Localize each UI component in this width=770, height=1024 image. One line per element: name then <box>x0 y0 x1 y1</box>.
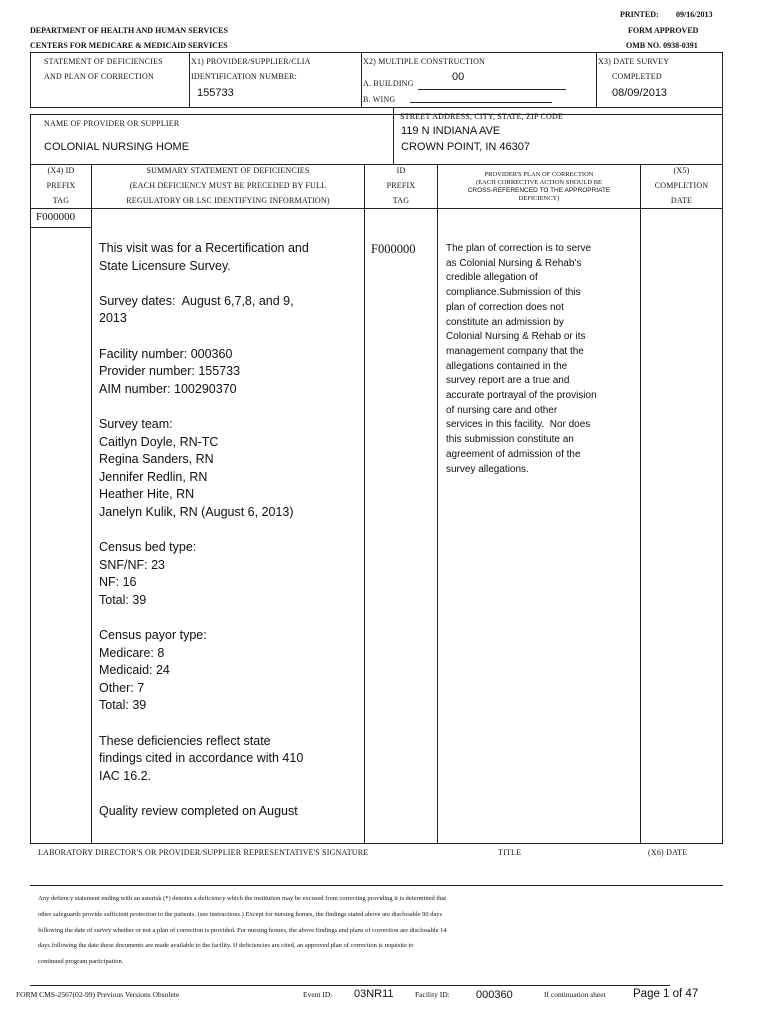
facility-id: 000360 <box>476 989 513 1001</box>
form-number: FORM CMS-2567(02-99) Previous Versions Obsolete <box>16 990 180 999</box>
rule <box>596 52 597 107</box>
id-label-1: ID <box>396 166 406 175</box>
summary-label-2: (EACH DEFICIENCY MUST BE PRECEDED BY FULL <box>129 181 327 190</box>
prefix-tag: F000000 <box>36 211 76 223</box>
x2-label: X2) MULTIPLE CONSTRUCTION <box>363 57 486 66</box>
plan-tag: F000000 <box>371 242 416 256</box>
rule <box>640 164 641 844</box>
address-line-1: 119 N INDIANA AVE <box>401 125 501 137</box>
building-value: 00 <box>452 71 465 83</box>
rule <box>364 164 365 844</box>
rule <box>91 164 92 844</box>
x3-label-2: COMPLETED <box>612 72 662 81</box>
rule <box>30 227 92 228</box>
disclaimer-line-3: following the date of survey whether or not a plan of correction is provided. For nursing homes, the above findings and plans of correction are disclosable 14 <box>38 927 447 934</box>
wing-underline <box>410 102 552 103</box>
x4-label-3: TAG <box>52 196 70 205</box>
address-line-2: CROWN POINT, IN 46307 <box>401 141 530 153</box>
x3-label-1: X3) DATE SURVEY <box>598 57 670 66</box>
rule <box>30 107 723 108</box>
rule <box>30 843 723 844</box>
x5-label-3: DATE <box>670 196 693 205</box>
rule <box>30 208 723 209</box>
statement-label-1: STATEMENT OF DEFICIENCIES <box>44 57 163 66</box>
event-id: 03NR11 <box>354 988 394 1000</box>
rule <box>30 52 31 107</box>
summary-label-1: SUMMARY STATEMENT OF DEFICIENCIES <box>146 166 310 175</box>
rule <box>30 885 723 886</box>
rule <box>361 52 362 107</box>
id-label-3: TAG <box>392 196 410 205</box>
rule <box>437 164 438 844</box>
continuation-label: If continuation sheet <box>544 990 606 999</box>
x5-label-1: (X5) <box>673 166 690 175</box>
building-label: A. BUILDING <box>363 79 414 88</box>
title-label: TITLE <box>498 848 522 857</box>
rule <box>722 164 723 844</box>
facility-id-label: Facility ID: <box>415 990 450 999</box>
printed-date: 09/16/2013 <box>676 10 713 19</box>
statement-label-2: AND PLAN OF CORRECTION <box>44 72 154 81</box>
signature-label: LABORATORY DIRECTOR'S OR PROVIDER/SUPPLIER REPRESENTATIVE'S SIGNATURE <box>38 848 369 857</box>
page-number: Page 1 of 47 <box>633 988 699 1000</box>
x1-label-1: X1) PROVIDER/SUPPLIER/CLIA <box>191 57 311 66</box>
rule <box>30 114 723 115</box>
plan-label-3: CROSS-REFERENCED TO THE APPROPRIATE <box>467 187 611 194</box>
summary-text: This visit was for a Recertification and State Licensure Survey. Survey dates: August 6,7,8, and 9, 2013 Facility number: 000360 Provider number: 155733 AIM number: 100290370 Survey team: Caitlyn Doyle, RN-TC Regina Sanders, RN Jennifer Redlin, RN Heather Hite, RN Janelyn Kulik, RN (August 6, 2013) Census bed type: SNF/NF: 23 NF: 16 Total: 39 Census payor type: Medicare: 8 Medicaid: 24 Other: 7 Total: 39 These deficiencies reflect state findings cited in accordance with 410 IAC 16.2. Quality review completed on August <box>99 241 309 818</box>
disclaimer-line-1: Any defiency statement ending with an asterisk (*) denotes a deficiency which the institution may be excused from correcting providing it is determined that <box>38 895 447 902</box>
rule <box>189 52 190 107</box>
provider-name: COLONIAL NURSING HOME <box>44 141 190 153</box>
disclaimer-line-2: other safeguards provide sufficient protection to the patients. (see instructions.) Except for nursing homes, the findings stated above are disclosable 90 days <box>38 911 443 918</box>
form-approved: FORM APPROVED <box>628 26 699 35</box>
rule <box>722 52 723 164</box>
building-underline <box>418 89 566 90</box>
rule <box>30 164 723 165</box>
address-label: STREET ADDRESS, CITY, STATE, ZIP CODE <box>400 112 564 121</box>
x1-label-2: IDENTIFICATION NUMBER: <box>191 72 297 81</box>
rule <box>393 107 394 164</box>
rule <box>30 164 31 844</box>
x6-date-label: (X6) DATE <box>648 848 688 857</box>
summary-label-3: REGULATORY OR LSC IDENTIFYING INFORMATION) <box>126 196 330 205</box>
plan-text: The plan of correction is to serve as Colonial Nursing & Rehab's credible allegation of compliance.Submission of this plan of correction does not constitute an admission by Colonial Nursing & Rehab or its management company that the allegations contained in the survey report are a true and accurate portrayal of the provision of nursing care and other services in this facility. Nor does this submission constitute an agreement of admission of the survey allegations. <box>446 243 597 475</box>
wing-label: B. WING <box>363 95 396 104</box>
disclaimer-line-5: continued program participation. <box>38 958 124 965</box>
department-name: DEPARTMENT OF HEALTH AND HUMAN SERVICES <box>30 26 228 35</box>
plan-label-4: DEFICIENCY) <box>518 195 560 202</box>
x5-label-2: COMPLETION <box>654 181 709 190</box>
x4-label-2: PREFIX <box>46 181 76 190</box>
survey-date: 08/09/2013 <box>612 87 668 99</box>
provider-number: 155733 <box>197 87 234 99</box>
printed-label: PRINTED: <box>620 10 659 19</box>
rule <box>30 114 31 164</box>
rule <box>30 52 723 53</box>
provider-name-label: NAME OF PROVIDER OR SUPPLIER <box>44 119 180 128</box>
event-id-label: Event ID: <box>303 990 333 999</box>
omb-number: OMB NO. 0938-0391 <box>626 41 698 50</box>
plan-label-2: (EACH CORRECTIVE ACTION SHOULD BE <box>475 179 603 186</box>
id-label-2: PREFIX <box>386 181 416 190</box>
centers-name: CENTERS FOR MEDICARE & MEDICAID SERVICES <box>30 41 228 50</box>
x4-label-1: (X4) ID <box>47 166 75 175</box>
disclaimer-line-4: days following the date these documents are made available to the facility. If deficiencies are cited, an approved plan of correction is requisite to <box>38 942 414 949</box>
plan-label-1: PROVIDER'S PLAN OF CORRECTION <box>484 171 594 178</box>
footer-rule <box>30 985 670 986</box>
